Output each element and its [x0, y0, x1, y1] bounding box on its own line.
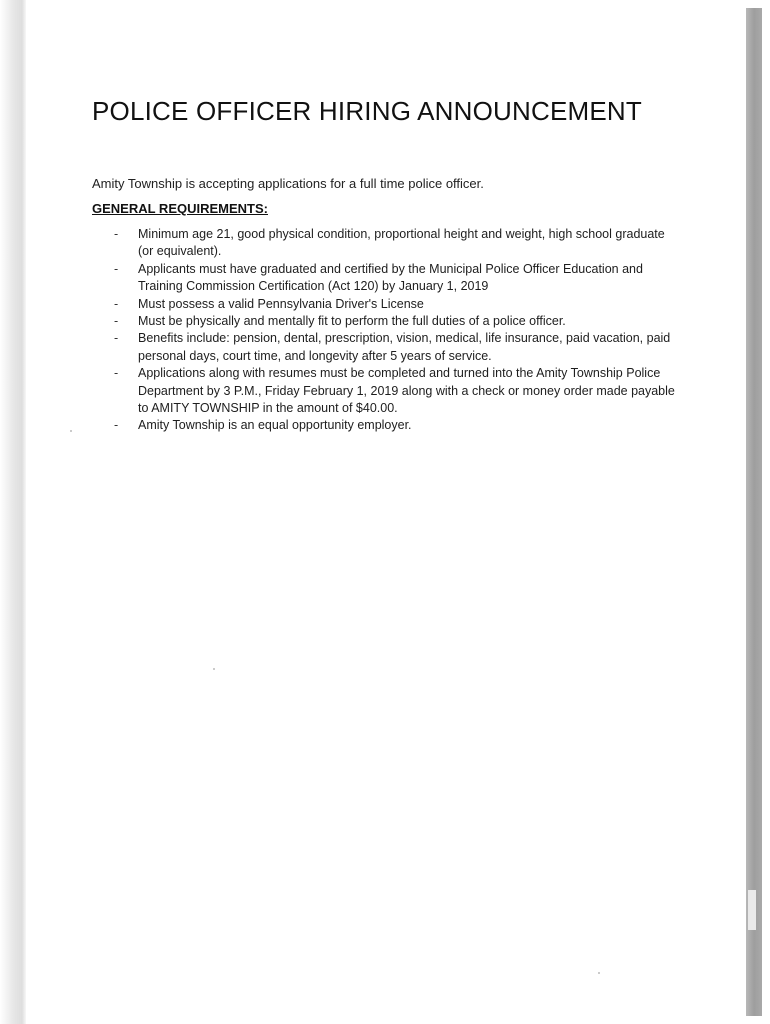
- page-title: POLICE OFFICER HIRING ANNOUNCEMENT: [92, 96, 642, 126]
- requirement-item: [92, 226, 678, 261]
- requirement-item: [92, 417, 678, 434]
- requirement-text: Benefits include: pension, dental, prescription, vision, medical, life insurance, paid vacation, paid personal days, court time, and longevity after 5 years of service.: [138, 331, 671, 363]
- scan-speck: [213, 668, 215, 670]
- requirement-text: Amity Township is an equal opportunity employer.: [138, 418, 412, 433]
- requirement-text: Minimum age 21, good physical condition, proportional height and weight, high school graduate (or equivalent).: [138, 227, 665, 259]
- bullet-dash: -: [114, 296, 119, 311]
- section-heading: GENERAL REQUIREMENTS:: [92, 201, 268, 216]
- requirement-item: [92, 296, 678, 313]
- requirement-item: [92, 261, 678, 296]
- requirement-text: Applications along with resumes must be completed and turned into the Amity Township Police Department by 3 P.M., Friday February 1, 2019 along with a check or money order made payable to AMITY TOWNSHIP in the amount of $40.00.: [138, 366, 675, 416]
- requirement-item: [92, 330, 678, 365]
- bullet-dash: -: [114, 331, 119, 346]
- requirement-item: [92, 365, 678, 417]
- requirement-text: Applicants must have graduated and certified by the Municipal Police Officer Education and Training Commission Certification (Act 120) by January 1, 2019: [138, 261, 643, 294]
- requirement-text: Must possess a valid Pennsylvania Driver's License: [138, 296, 424, 311]
- document-page: [92, 96, 692, 435]
- scan-edge-highlight: [748, 890, 756, 930]
- scan-edge-left: [0, 0, 26, 1024]
- requirements-list: [92, 226, 692, 435]
- scan-edge-right: [746, 8, 762, 1016]
- bullet-dash: -: [114, 261, 119, 276]
- bullet-dash: -: [114, 314, 119, 329]
- bullet-dash: -: [114, 418, 119, 433]
- scan-speck: [70, 430, 72, 432]
- bullet-dash: -: [114, 366, 119, 381]
- requirement-text: Must be physically and mentally fit to perform the full duties of a police officer.: [138, 314, 566, 329]
- scan-speck: [598, 972, 600, 974]
- bullet-dash: -: [114, 227, 119, 241]
- requirement-item: [92, 313, 678, 330]
- intro-text: Amity Township is accepting applications for a full time police officer.: [92, 176, 484, 191]
